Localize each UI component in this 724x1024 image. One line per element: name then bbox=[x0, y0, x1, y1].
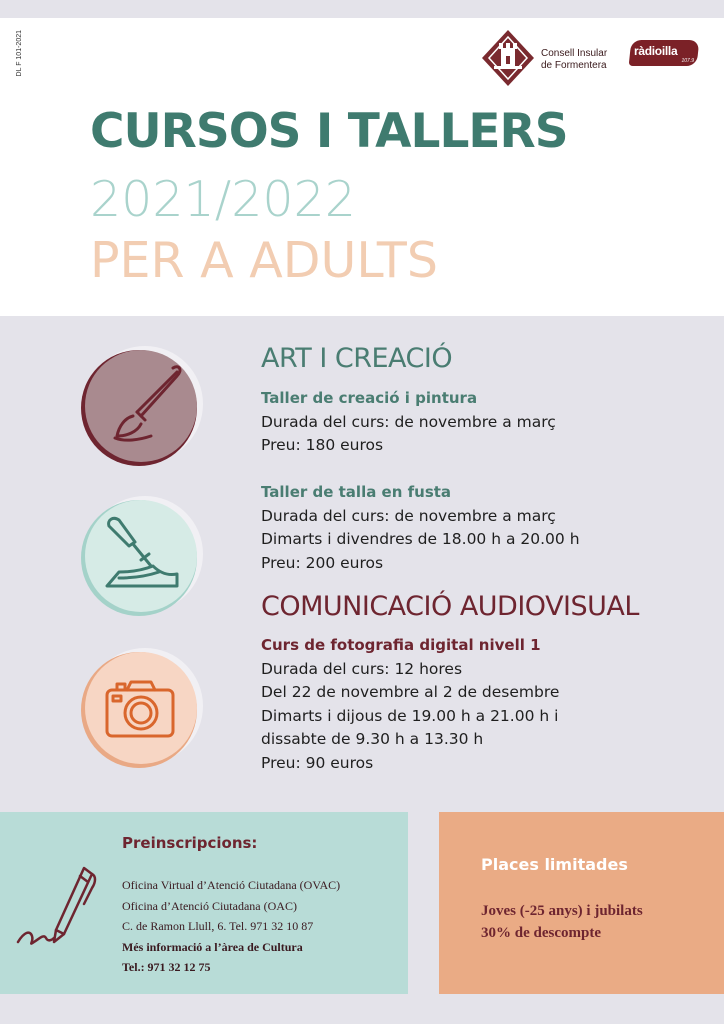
preinscriptions-title: Preinscripcions: bbox=[122, 834, 258, 852]
course-duration: Durada del curs: de novembre a març bbox=[261, 412, 556, 431]
discount-amount: 30% de descompte bbox=[481, 925, 601, 941]
course-photography bbox=[261, 634, 559, 775]
legal-deposit: DL F 101-2021 bbox=[16, 30, 23, 77]
course-duration: Durada del curs: de novembre a març bbox=[261, 506, 556, 525]
consell-logo-line-2: de Formentera bbox=[541, 60, 607, 71]
course-price: Preu: 180 euros bbox=[261, 436, 384, 454]
address-line: C. de Ramon Llull, 6. Tel. 971 32 10 87 bbox=[122, 919, 314, 933]
audience-subtitle: PER A ADULTS bbox=[90, 232, 438, 289]
more-info-line: Més informació a l’àrea de Cultura bbox=[122, 939, 303, 954]
section-title-art: ART I CREACIÓ bbox=[261, 343, 453, 374]
course-schedule: Dimarts i divendres de 18.00 h a 20.00 h bbox=[261, 530, 580, 548]
course-dates: Del 22 de novembre al 2 de desembre bbox=[261, 683, 560, 701]
castle-emblem-icon bbox=[480, 28, 536, 88]
consell-insular-logo bbox=[480, 28, 620, 88]
course-price: Preu: 200 euros bbox=[261, 553, 384, 572]
radio-logo-frequency: 107.9 bbox=[681, 58, 694, 64]
section-title-audiovisual: COMUNICACIÓ AUDIOVISUAL bbox=[261, 591, 639, 622]
camera-icon bbox=[79, 646, 209, 776]
places-title: Places limitades bbox=[481, 855, 628, 874]
oac-line: Oficina d’Atenció Ciutadana (OAC) bbox=[122, 898, 297, 913]
course-price: Preu: 90 euros bbox=[261, 753, 374, 772]
phone-line: Tel.: 971 32 12 75 bbox=[122, 960, 211, 974]
places-box bbox=[439, 812, 724, 994]
pen-signature-icon bbox=[14, 862, 104, 952]
wood-carving-icon bbox=[79, 494, 209, 624]
course-duration: Durada del curs: 12 hores bbox=[261, 659, 463, 678]
course-name: Taller de creació i pintura bbox=[261, 389, 478, 407]
radioilla-logo bbox=[630, 40, 700, 74]
paintbrush-icon bbox=[79, 344, 209, 474]
discount-audience: Joves (-25 anys) i jubilats bbox=[481, 903, 643, 919]
course-year: 2021/2022 bbox=[90, 171, 356, 228]
course-schedule-saturday: dissabte de 9.30 h a 13.30 h bbox=[261, 730, 484, 748]
course-woodcarving bbox=[261, 481, 580, 575]
ovac-line: Oficina Virtual d’Atenció Ciutadana (OVAC) bbox=[122, 878, 341, 892]
page-title: CURSOS I TALLERS bbox=[90, 104, 568, 159]
radio-logo-name: ràdioilla bbox=[634, 44, 678, 58]
course-schedule: Dimarts i dijous de 19.00 h a 21.00 h i bbox=[261, 706, 559, 725]
course-name: Taller de talla en fusta bbox=[261, 483, 452, 501]
consell-logo-line-1: Consell Insular bbox=[541, 48, 608, 59]
course-name: Curs de fotografia digital nivell 1 bbox=[261, 636, 541, 654]
course-painting bbox=[261, 387, 556, 458]
